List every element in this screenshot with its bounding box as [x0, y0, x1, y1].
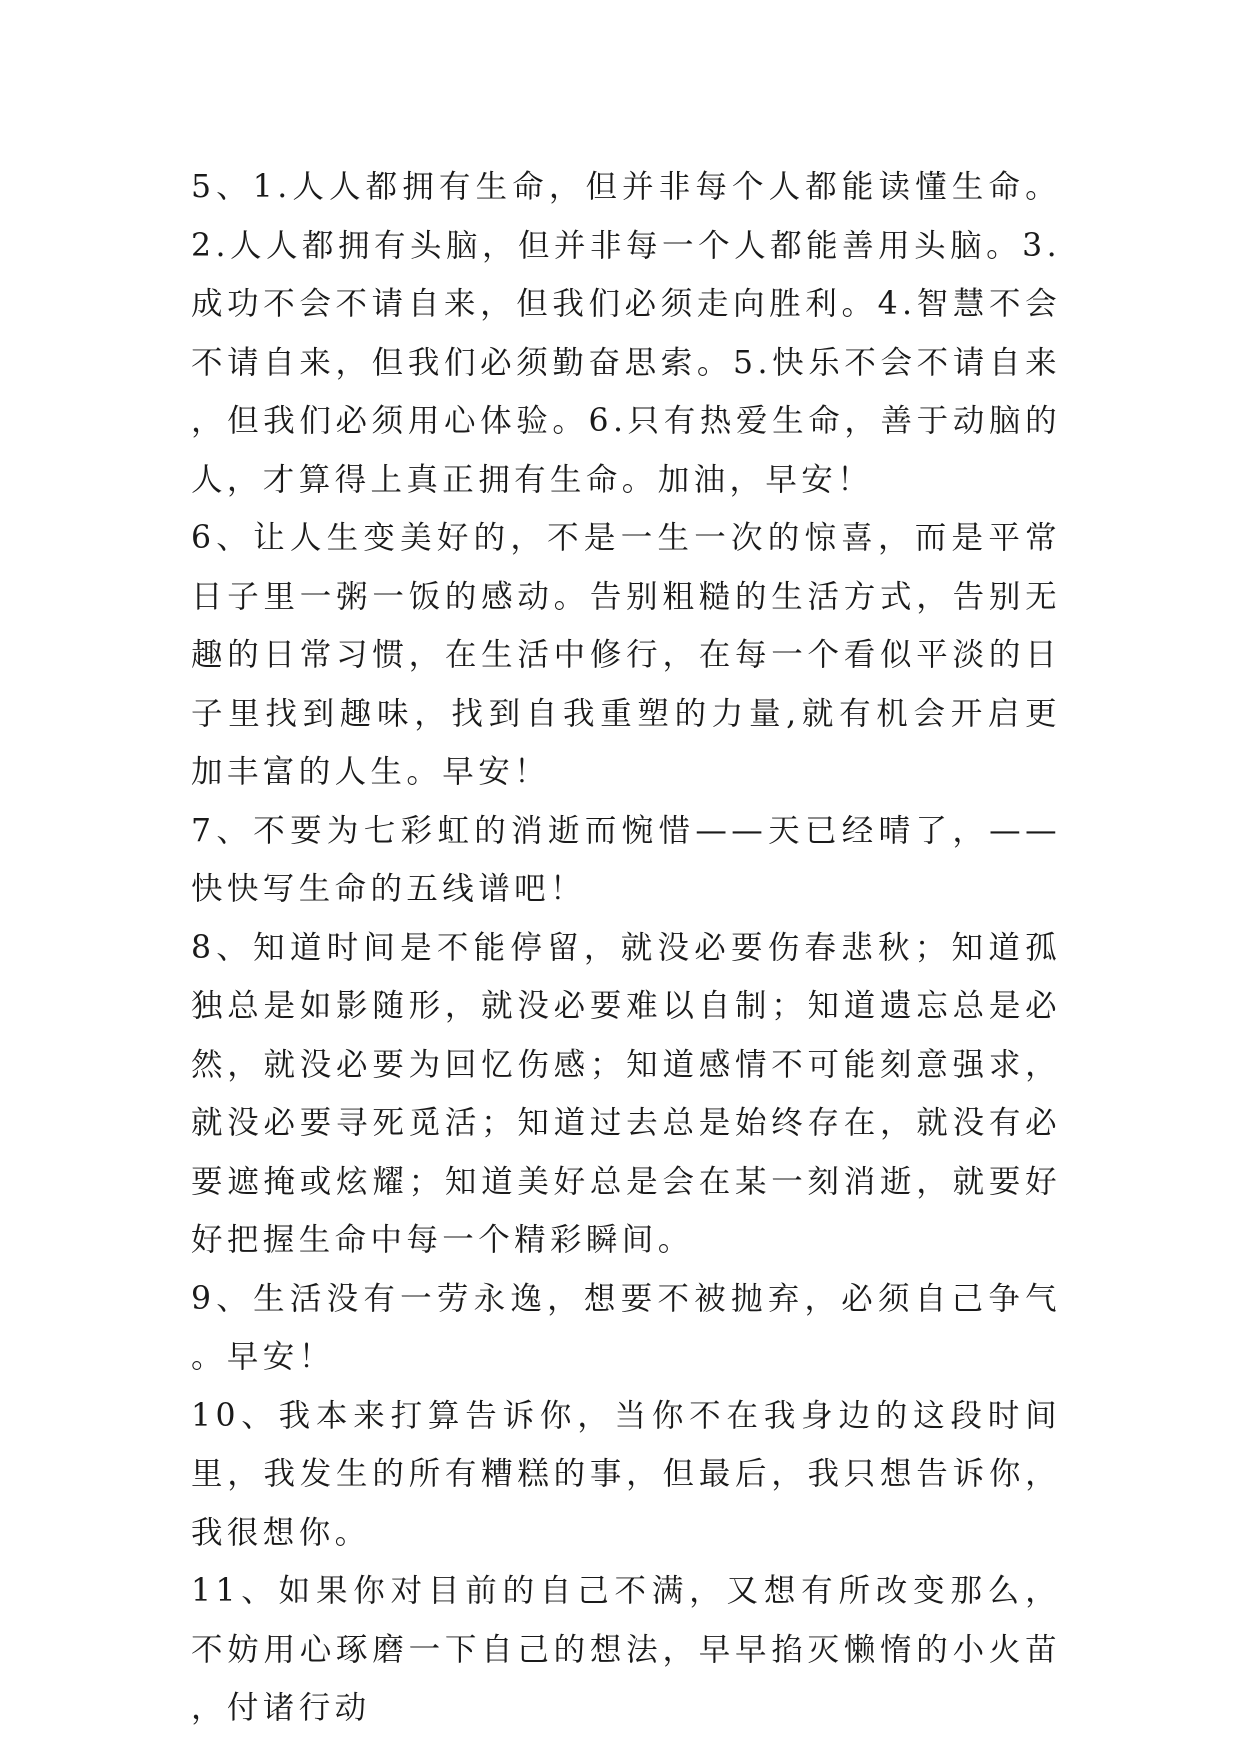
paragraph-7: 7、不要为七彩虹的消逝而惋惜——天已经晴了，——快快写生命的五线谱吧！	[191, 812, 1061, 907]
paragraph-5: 5、1.人人都拥有生命，但并非每个人都能读懂生命。2.人人都拥有头脑，但并非每一个人都能善用头脑。3.成功不会不请自来，但我们必须走向胜利。4.智慧不会不请自来，但我们必须勤奋思索。5.快乐不会不请自来，但我们必须用心体验。6.只有热爱生命，善于动脑的人，才算得上真正拥有生命。加油，早安！	[191, 169, 1061, 498]
paragraph-8: 8、知道时间是不能停留，就没必要伤春悲秋；知道孤独总是如影随形，就没必要难以自制；知道遗忘总是必然，就没必要为回忆伤感；知道感情不可能刻意强求，就没必要寻死觅活；知道过去总是始终存在，就没有必要遮掩或炫耀；知道美好总是会在某一刻消逝，就要好好把握生命中每一个精彩瞬间。	[191, 929, 1061, 1258]
paragraph-10: 10、我本来打算告诉你，当你不在我身边的这段时间里，我发生的所有糟糕的事，但最后，我只想告诉你，我很想你。	[191, 1397, 1061, 1551]
document-body	[191, 158, 1061, 1738]
paragraph-6: 6、让人生变美好的，不是一生一次的惊喜，而是平常日子里一粥一饭的感动。告别粗糙的生活方式，告别无趣的日常习惯，在生活中修行，在每一个看似平淡的日子里找到趣味，找到自我重塑的力量,就有机会开启更加丰富的人生。早安！	[191, 520, 1061, 790]
paragraph-11: 11、如果你对目前的自己不满，又想有所改变那么，不妨用心琢磨一下自己的想法，早早掐灭懒惰的小火苗，付诸行动	[191, 1573, 1061, 1726]
paragraph-9: 9、生活没有一劳永逸，想要不被抛弃，必须自己争气。早安！	[191, 1280, 1061, 1375]
